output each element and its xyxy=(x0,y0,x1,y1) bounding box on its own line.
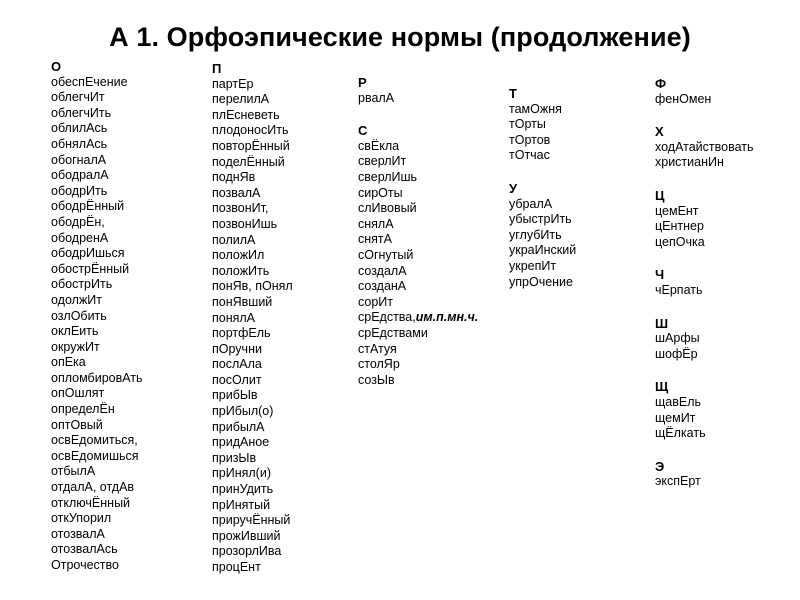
section-letter: Щ xyxy=(655,379,669,395)
word-entry: откУпорил xyxy=(51,511,112,526)
word-entry: сОгнутый xyxy=(358,247,414,262)
word-entry: прИбыл(о) xyxy=(212,404,274,419)
grammar-note: им.п.мн.ч. xyxy=(415,310,479,325)
word-entry: тОртов xyxy=(509,132,551,147)
word-entry-with-note xyxy=(358,310,478,326)
word-entry: плЕсневеть xyxy=(212,107,280,122)
word-entry: слИвовый xyxy=(358,201,417,216)
section-letter: У xyxy=(509,180,518,196)
word-entry: ободренА xyxy=(51,230,109,245)
word-entry: шофЁр xyxy=(655,346,698,361)
word-entry: обострИть xyxy=(51,277,113,292)
word-entry: столЯр xyxy=(358,357,400,372)
word-entry: тамОжня xyxy=(509,101,562,116)
word-entry: прибЫв xyxy=(212,388,258,403)
word-entry: пОручни xyxy=(212,341,262,356)
word-entry: освЕдомиться, xyxy=(51,433,138,448)
word-entry: сверлИшь xyxy=(358,169,418,184)
word-entry: отдалА, отдАв xyxy=(51,480,135,495)
word-entry: понЯв, пОнял xyxy=(212,279,293,294)
word-entry: приручЁнный xyxy=(212,513,291,528)
word-entry: фенОмен xyxy=(655,91,712,106)
word-entry: щавЕль xyxy=(655,394,702,409)
word-entry: созЫв xyxy=(358,372,395,387)
word-entry: углубИть xyxy=(509,227,562,242)
word-entry: полилА xyxy=(212,232,256,247)
section-gap xyxy=(655,299,754,316)
word-entry: сирОты xyxy=(358,185,403,200)
word-entry: оклЕить xyxy=(51,324,99,339)
word-entry: цемЕнт xyxy=(655,203,699,218)
word-entry: тОтчас xyxy=(509,148,550,163)
word-entry: портфЕль xyxy=(212,326,271,341)
word-entry: призЫв xyxy=(212,450,257,465)
word-entry: стАтуя xyxy=(358,341,397,356)
word-entry: укрепИт xyxy=(509,258,557,273)
word-entry: прибылА xyxy=(212,419,265,434)
word-entry: упрОчение xyxy=(509,274,573,289)
section-letter: Э xyxy=(655,458,665,474)
word-entry: опОшлят xyxy=(51,386,105,401)
section-letter: Т xyxy=(509,86,517,101)
word-entry: тОрты xyxy=(509,117,546,132)
word-entry: партЕр xyxy=(212,76,254,91)
word-entry: позвалА xyxy=(212,185,261,200)
word-entry: положИть xyxy=(212,263,270,278)
section-gap xyxy=(655,250,754,267)
word-entry: отключЁнный xyxy=(51,495,131,510)
word-entry: облегчИть xyxy=(51,105,112,120)
word-entry: посОлит xyxy=(212,372,262,387)
word-entry: опЕка xyxy=(51,355,86,370)
word-entry: свЁкла xyxy=(358,138,400,153)
word-entry: убыстрИть xyxy=(509,212,572,227)
word-entry: Отрочество xyxy=(51,558,119,572)
section-letter: Х xyxy=(655,124,664,140)
page-title: А 1. Орфоэпические нормы (продолжение) xyxy=(109,22,691,52)
word-entry: опломбировАть xyxy=(51,370,143,385)
column-t-u xyxy=(509,86,576,290)
word-entry: поделЁнный xyxy=(212,154,285,169)
word-entry: созданА xyxy=(358,279,407,294)
word-entry: христианИн xyxy=(655,155,724,170)
word-entry: придАное xyxy=(212,435,270,450)
section-letter: О xyxy=(51,59,62,74)
section-letter: С xyxy=(358,123,368,139)
word-entry: щЁлкать xyxy=(655,426,706,441)
word-entry: обнялАсь xyxy=(51,136,108,151)
word-entry: цепОчка xyxy=(655,234,705,249)
word-entry: оптОвый xyxy=(51,417,103,432)
word-entry: украИнский xyxy=(509,243,577,258)
word-entry: сорИт xyxy=(358,294,394,309)
word-entry: сверлИт xyxy=(358,154,407,169)
section-letter: П xyxy=(212,61,222,76)
word-entry: шАрфы xyxy=(655,331,700,346)
section-gap xyxy=(655,362,754,379)
word-entry: поднЯв xyxy=(212,170,256,185)
section-letter: Р xyxy=(358,75,367,90)
word-entry: обеспЕчение xyxy=(51,74,128,89)
word-entry: повторЁнный xyxy=(212,138,290,153)
section-gap xyxy=(655,171,754,188)
word-entry: принУдить xyxy=(212,482,274,497)
word-entry: облилАсь xyxy=(51,121,108,136)
word-entry: ободрИть xyxy=(51,183,108,198)
section-gap xyxy=(655,107,754,124)
section-gap xyxy=(358,106,478,123)
section-gap xyxy=(509,164,576,181)
section-gap xyxy=(655,442,754,459)
word-entry: понЯвший xyxy=(212,294,273,309)
word-entry: плодоносИть xyxy=(212,123,289,138)
word-entry: послАла xyxy=(212,357,262,372)
word-entry: отозвалА xyxy=(51,526,105,541)
word-entry: снятА xyxy=(358,232,392,247)
word-entry: определЁн xyxy=(51,402,115,417)
word-entry: обострЁнный xyxy=(51,261,130,276)
section-letter: Ч xyxy=(655,267,665,283)
word-entry: ободралА xyxy=(51,168,109,183)
section-letter: Ц xyxy=(655,187,665,203)
section-letter: Ш xyxy=(655,315,669,331)
word-entry: положИл xyxy=(212,248,265,263)
word-entry: щемИт xyxy=(655,410,696,425)
word-entry: убралА xyxy=(509,196,553,211)
word-entry: рвалА xyxy=(358,90,395,105)
column-f-e xyxy=(655,76,754,490)
word-entry: облегчИт xyxy=(51,90,105,105)
word-entry: чЕрпать xyxy=(655,282,703,297)
word-entry: срЕдствами xyxy=(358,325,428,340)
word-entry: понялА xyxy=(212,310,256,325)
word-entry: отозвалАсь xyxy=(51,542,118,557)
word-entry: прозорлИва xyxy=(212,544,282,559)
word-entry: цЕнтнер xyxy=(655,219,704,234)
word-entry: экспЕрт xyxy=(655,474,701,489)
word-entry: позвонИт, xyxy=(212,201,269,216)
column-r-s xyxy=(358,75,478,388)
word-entry: ободрИшься xyxy=(51,246,125,261)
word-main: срЕдства, xyxy=(358,310,416,325)
word-entry: ободрЁнный xyxy=(51,199,125,214)
word-entry: снялА xyxy=(358,216,394,231)
word-entry: процЕнт xyxy=(212,560,261,574)
word-entry: освЕдомишься xyxy=(51,448,139,463)
word-entry: отбылА xyxy=(51,464,96,479)
word-entry: позвонИшь xyxy=(212,216,278,231)
word-entry: прИнятый xyxy=(212,497,271,512)
word-entry: окружИт xyxy=(51,339,100,354)
word-entry: прИнял(и) xyxy=(212,466,271,481)
word-entry: озлОбить xyxy=(51,308,107,323)
column-p xyxy=(212,61,293,576)
word-entry: обогналА xyxy=(51,152,107,167)
column-o xyxy=(51,59,143,574)
word-entry: создалА xyxy=(358,263,407,278)
section-letter: Ф xyxy=(655,76,667,91)
word-entry: одолжИт xyxy=(51,292,103,307)
word-entry: прожИвший xyxy=(212,528,281,543)
word-entry: ходАтайствовать xyxy=(655,139,754,154)
word-entry: перелилА xyxy=(212,92,270,107)
word-entry: ободрЁн, xyxy=(51,214,105,229)
